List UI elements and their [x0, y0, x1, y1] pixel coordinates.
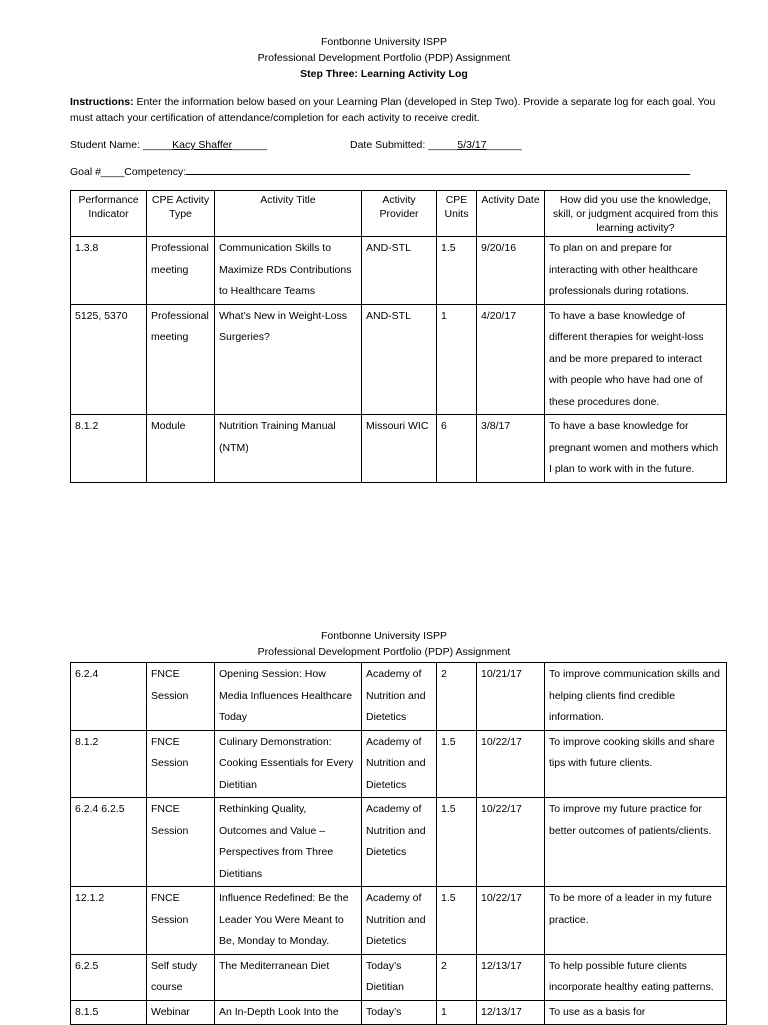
table-cell: Academy of Nutrition and Dietetics	[362, 730, 437, 798]
column-header: Activity Date	[477, 191, 545, 237]
column-header: Activity Title	[215, 191, 362, 237]
table-cell: 1.5	[437, 730, 477, 798]
table-cell: Professional meeting	[147, 304, 215, 415]
table-cell: 1	[437, 304, 477, 415]
table-cell: Nutrition Training Manual (NTM)	[215, 415, 362, 483]
table-cell: Professional meeting	[147, 237, 215, 305]
table-cell: 1	[437, 1000, 477, 1025]
table-cell: 6.2.4	[71, 663, 147, 731]
date-submitted-row	[350, 138, 522, 152]
table-cell: FNCE Session	[147, 887, 215, 955]
table-cell: FNCE Session	[147, 798, 215, 887]
table-cell: 12.1.2	[71, 887, 147, 955]
instructions-text: Enter the information below based on your Learning Plan (developed in Step Two). Provide a separate log for each goal. You must attach your certification of attendance/completion for each activity to receive credit.	[70, 96, 716, 124]
table-cell: 6.2.4 6.2.5	[71, 798, 147, 887]
instructions-label: Instructions:	[70, 96, 134, 108]
student-name-label: Student Name: _____	[70, 139, 173, 151]
table-cell: To improve communication skills and helping clients find credible information.	[545, 663, 727, 731]
table-cell: Today’s	[362, 1000, 437, 1025]
university-title: Fontbonne University ISPP	[320, 630, 448, 642]
table-cell: Academy of Nutrition and Dietetics	[362, 887, 437, 955]
date-submitted-value: 5/3/17	[457, 139, 487, 151]
table-cell: 2	[437, 954, 477, 1000]
goal-blank-line	[186, 164, 690, 175]
table-cell: 12/13/17	[477, 1000, 545, 1025]
table-cell: Academy of Nutrition and Dietetics	[362, 663, 437, 731]
table-cell: 8.1.2	[71, 415, 147, 483]
assignment-title: Professional Development Portfolio (PDP) Assignment	[257, 52, 511, 64]
column-header: Performance Indicator	[71, 191, 147, 237]
table-cell: 1.5	[437, 798, 477, 887]
student-name-trail: ______	[232, 139, 268, 151]
table-row	[71, 798, 727, 887]
table-cell: 5125, 5370	[71, 304, 147, 415]
column-header: CPE Units	[437, 191, 477, 237]
goal-row	[70, 164, 690, 179]
table-cell: 1.3.8	[71, 237, 147, 305]
table-cell: Self study course	[147, 954, 215, 1000]
date-submitted-label: Date Submitted: _____	[350, 139, 458, 151]
table-cell: To have a base knowledge for pregnant women and mothers which I plan to work with in the future.	[545, 415, 727, 483]
table-cell: 6.2.5	[71, 954, 147, 1000]
instructions	[70, 94, 730, 126]
table-cell: 9/20/16	[477, 237, 545, 305]
table-cell: To improve my future practice for better outcomes of patients/clients.	[545, 798, 727, 887]
table-cell: Opening Session: How Media Influences Healthcare Today	[215, 663, 362, 731]
table-cell: Module	[147, 415, 215, 483]
table-row	[71, 730, 727, 798]
table-cell: To use as a basis for	[545, 1000, 727, 1025]
student-name-row	[70, 138, 267, 152]
table-cell: To improve cooking skills and share tips with future clients.	[545, 730, 727, 798]
table-cell: AND-STL	[362, 237, 437, 305]
table-cell: 12/13/17	[477, 954, 545, 1000]
page2-header	[0, 628, 768, 660]
table-cell: FNCE Session	[147, 663, 215, 731]
table-cell: What’s New in Weight-Loss Surgeries?	[215, 304, 362, 415]
table-cell: Rethinking Quality, Outcomes and Value – Perspectives from Three Dietitians	[215, 798, 362, 887]
goal-label: Goal #____Competency:	[70, 166, 187, 178]
table-cell: 4/20/17	[477, 304, 545, 415]
table-cell: Academy of Nutrition and Dietetics	[362, 798, 437, 887]
column-header: How did you use the knowledge, skill, or judgment acquired from this learning activity?	[545, 191, 727, 237]
table-cell: 10/22/17	[477, 887, 545, 955]
table-cell: 3/8/17	[477, 415, 545, 483]
table-cell: Influence Redefined: Be the Leader You Were Meant to Be, Monday to Monday.	[215, 887, 362, 955]
university-title: Fontbonne University ISPP	[320, 36, 448, 48]
table-cell: 8.1.2	[71, 730, 147, 798]
assignment-title: Professional Development Portfolio (PDP) Assignment	[257, 646, 511, 658]
column-header: Activity Provider	[362, 191, 437, 237]
step-title: Step Three: Learning Activity Log	[300, 68, 468, 80]
table-cell: 10/22/17	[477, 730, 545, 798]
table-cell: Communication Skills to Maximize RDs Contributions to Healthcare Teams	[215, 237, 362, 305]
table-row	[71, 1000, 727, 1025]
table-cell: Missouri WIC	[362, 415, 437, 483]
table-cell: AND-STL	[362, 304, 437, 415]
table-cell: Webinar	[147, 1000, 215, 1025]
table-cell: An In-Depth Look Into the	[215, 1000, 362, 1025]
table-cell: To plan on and prepare for interacting with other healthcare professionals during rotations.	[545, 237, 727, 305]
table-cell: 1.5	[437, 237, 477, 305]
table-row	[71, 237, 727, 305]
table-cell: FNCE Session	[147, 730, 215, 798]
table-row	[71, 304, 727, 415]
table-cell: 8.1.5	[71, 1000, 147, 1025]
table-cell: 1.5	[437, 887, 477, 955]
table-cell: To be more of a leader in my future practice.	[545, 887, 727, 955]
table-header-row	[71, 191, 727, 237]
activity-log-table-continued	[70, 662, 727, 1025]
page-header	[0, 34, 768, 82]
column-header: CPE Activity Type	[147, 191, 215, 237]
table-row	[71, 415, 727, 483]
table-cell: Today’s Dietitian	[362, 954, 437, 1000]
table-cell: 6	[437, 415, 477, 483]
table-row	[71, 887, 727, 955]
table-row	[71, 663, 727, 731]
table-cell: 2	[437, 663, 477, 731]
date-submitted-trail: ______	[486, 139, 522, 151]
activity-log-table	[70, 190, 727, 483]
table-cell: To help possible future clients incorporate healthy eating patterns.	[545, 954, 727, 1000]
table-row	[71, 954, 727, 1000]
table-cell: 10/21/17	[477, 663, 545, 731]
table-cell: The Mediterranean Diet	[215, 954, 362, 1000]
table-cell: Culinary Demonstration: Cooking Essentials for Every Dietitian	[215, 730, 362, 798]
table-cell: 10/22/17	[477, 798, 545, 887]
table-cell: To have a base knowledge of different therapies for weight-loss and be more prepared to interact with people who have had one of these procedures done.	[545, 304, 727, 415]
student-name-value: Kacy Shaffer	[172, 139, 233, 151]
